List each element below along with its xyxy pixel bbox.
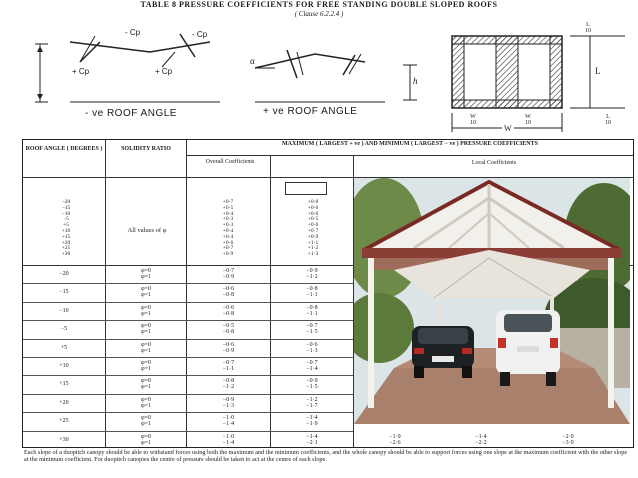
group-local-value: +1·3 — [307, 251, 319, 258]
table-row — [23, 431, 635, 449]
table-row — [23, 283, 353, 302]
row-overall: −1·4 — [222, 439, 235, 446]
row-local: −1·2 — [306, 274, 318, 280]
group-overall-value: +0·4 — [222, 233, 234, 240]
row-overall: −0·8 — [222, 292, 235, 299]
row-solidity: φ=0 — [141, 396, 151, 403]
table-row — [23, 265, 353, 284]
group-angle-value: −10 — [61, 210, 71, 217]
row-overall: −1·4 — [222, 421, 235, 428]
row-angle: +15 — [59, 381, 69, 388]
row-solidity: φ=1 — [141, 347, 151, 354]
fraction-denominator: 10 — [585, 28, 591, 34]
group-angle-value: −5 — [63, 216, 69, 223]
row-local: −0·9 — [306, 378, 318, 385]
fraction-numerator: W — [525, 114, 531, 120]
row-angle: +10 — [59, 363, 69, 369]
row-angle: +30 — [59, 436, 69, 443]
row-solidity: φ=0 — [141, 341, 151, 348]
group-overall-value: +0·5 — [222, 204, 234, 211]
alpha-symbol: α — [250, 56, 255, 66]
row-overall: −0·8 — [222, 329, 235, 336]
group-local-value: +0·6 — [307, 204, 319, 211]
row-local: −2·1 — [306, 439, 318, 446]
row-local: −0·7 — [306, 360, 318, 366]
length-symbol: L — [595, 66, 601, 76]
grid-line — [186, 155, 633, 156]
group-overall-value: +0·7 — [222, 199, 234, 205]
fraction-bottom — [605, 114, 611, 126]
row-local-extra: −1·4 — [475, 433, 487, 440]
group-overall-value: +0·4 — [222, 227, 234, 234]
row-overall: −0·9 — [222, 347, 235, 354]
group-local-value: +0·8 — [307, 199, 319, 205]
row-overall: −0·5 — [222, 323, 235, 330]
group-overall-value: +0·3 — [222, 222, 234, 229]
table-rows — [23, 265, 574, 449]
negative-roof-diagram — [30, 22, 240, 117]
header-local-coefficients: Local Coefficients — [471, 160, 517, 166]
row-overall: −0·7 — [222, 360, 235, 366]
row-solidity: φ=0 — [141, 433, 151, 440]
header-roof-angle: ROOF ANGLE ( DEGREES ) — [25, 146, 103, 152]
row-local: −0·8 — [306, 304, 318, 311]
group-overall-value: +0·7 — [222, 245, 234, 252]
row-local-extra: −1·9 — [389, 433, 401, 440]
group-angles — [51, 200, 81, 258]
group-local-value: +1·2 — [307, 245, 319, 252]
group-angle-value: +25 — [61, 245, 71, 252]
row-local: −1·5 — [306, 384, 318, 391]
row-angle: −5 — [60, 326, 68, 333]
height-symbol: h — [413, 76, 418, 86]
row-solidity: φ=1 — [141, 384, 151, 391]
row-local-extra: −2·6 — [389, 439, 401, 446]
cp-label: - Cp — [192, 30, 208, 39]
row-solidity: φ=1 — [141, 421, 151, 428]
group-local-value: +0·9 — [307, 233, 319, 240]
row-overall: −0·9 — [222, 396, 235, 403]
table-row — [23, 302, 353, 321]
row-local-extra: −2·2 — [475, 439, 487, 446]
row-angle: −20 — [59, 271, 69, 277]
group-angle-value: −15 — [61, 204, 71, 211]
header-max-min: MAXIMUM ( LARGEST + ve ) AND MINIMUM ( LARGEST − ve ) PRESSURE COEFFICIENTS — [282, 141, 538, 147]
table-row — [23, 320, 353, 339]
row-overall: −0·8 — [222, 310, 235, 317]
row-solidity: φ=1 — [141, 439, 151, 446]
row-angle: +25 — [59, 418, 69, 425]
group-overall-value: +0·9 — [222, 251, 234, 258]
row-overall: −0·9 — [222, 274, 235, 280]
row-solidity: φ=1 — [141, 274, 151, 280]
row-overall: −0·6 — [222, 304, 235, 311]
positive-roof-diagram — [245, 40, 435, 120]
row-solidity: φ=1 — [141, 402, 151, 409]
group-overall — [213, 200, 243, 258]
group-local-value: +0·6 — [307, 222, 319, 229]
group-overall-value: +0·3 — [222, 216, 234, 223]
group-local-value: +0·7 — [307, 227, 319, 234]
fraction-numerator: L — [586, 22, 590, 28]
header-solidity-ratio: SOLIDITY RATIO — [121, 146, 171, 152]
row-overall: −0·6 — [222, 286, 235, 293]
width-fraction-right — [525, 114, 531, 126]
row-local: −1·2 — [306, 396, 318, 403]
table-footnote: Each slope of a duopitch canopy should be able to withstand forces using both the maximum and the minimum coefficients, and the whole canopy should be able to support forces using one slope at the maximum coefficient with the other slope at the minimum coefficient. For duopitch canopies the centre of pressure should be taken to act at the centre of each slope. — [24, 449, 628, 463]
table-row — [23, 394, 353, 413]
fraction-numerator: L — [606, 114, 610, 120]
row-angle: +5 — [60, 344, 68, 351]
table-row — [23, 375, 353, 394]
row-solidity: φ=1 — [141, 329, 151, 336]
row-local: −1·7 — [306, 402, 318, 409]
group-angle-value: +15 — [61, 233, 71, 240]
fraction-denominator: 10 — [605, 120, 611, 126]
row-local: −0·9 — [306, 268, 318, 274]
fraction-denominator: 10 — [525, 120, 531, 126]
row-local: −1·1 — [306, 310, 318, 317]
row-solidity: φ=0 — [141, 415, 151, 422]
row-local-extra: −3·0 — [562, 439, 574, 446]
row-overall: −1·0 — [222, 433, 235, 440]
fraction-denominator: 10 — [470, 120, 476, 126]
group-overall-value: +0·4 — [222, 210, 234, 217]
group-angle-value: +10 — [61, 227, 71, 234]
header-overall-coefficients: Overall Coefficients — [205, 159, 255, 165]
row-local: −1·1 — [306, 292, 318, 299]
cp-label: - Cp — [125, 28, 141, 37]
page-title: TABLE 8 PRESSURE COEFFICIENTS FOR FREE STANDING DOUBLE SLOPED ROOFS — [140, 0, 498, 9]
group-local-value: +0·5 — [307, 216, 319, 223]
canopy-plan-diagram — [440, 18, 635, 138]
local-diagram-box — [285, 182, 327, 195]
fraction-numerator: W — [470, 114, 476, 120]
group-local-value: +1·1 — [307, 239, 319, 246]
row-solidity: φ=0 — [141, 323, 151, 330]
row-solidity: φ=1 — [141, 366, 151, 372]
row-overall: −0·8 — [222, 378, 235, 385]
width-fraction-left — [470, 114, 476, 126]
row-local: −1·4 — [306, 415, 318, 422]
table-row — [23, 357, 353, 376]
positive-roof-angle-label: + ve ROOF ANGLE — [263, 106, 358, 117]
row-solidity: φ=0 — [141, 268, 151, 274]
row-solidity: φ=0 — [141, 304, 151, 311]
row-overall: −0·7 — [222, 268, 235, 274]
row-angle: −10 — [59, 307, 69, 314]
cp-label: + Cp — [72, 67, 90, 76]
row-local: −1·9 — [306, 421, 318, 428]
cp-label: + Cp — [155, 67, 173, 76]
group-solidity: All values of φ — [127, 227, 167, 234]
row-solidity: φ=1 — [141, 310, 151, 317]
group-angle-value: +30 — [61, 251, 71, 258]
group-angle-value: +5 — [63, 222, 69, 229]
row-local: −0·8 — [306, 286, 318, 293]
row-overall: −0·6 — [222, 341, 235, 348]
row-solidity: φ=1 — [141, 292, 151, 299]
row-solidity: φ=0 — [141, 286, 151, 293]
row-angle: −15 — [59, 289, 69, 296]
row-local: −1·4 — [306, 433, 318, 440]
row-angle: +20 — [59, 399, 69, 406]
row-solidity: φ=0 — [141, 378, 151, 385]
fraction-top — [585, 22, 591, 34]
group-local — [298, 200, 328, 258]
carport-photo — [354, 178, 630, 424]
row-overall: −1·2 — [222, 384, 235, 391]
row-overall: −1·0 — [222, 415, 235, 422]
row-local: −1·4 — [306, 366, 318, 372]
row-local: −0·7 — [306, 323, 318, 330]
row-local: −1·3 — [306, 347, 318, 354]
row-solidity: φ=0 — [141, 360, 151, 366]
group-overall-value: +0·6 — [222, 239, 234, 246]
table-row — [23, 339, 353, 358]
clause-reference: ( Clause 6.2.2.4 ) — [294, 10, 344, 18]
row-local: −0·6 — [306, 341, 318, 348]
width-symbol: W — [504, 124, 512, 133]
group-angle-value: +20 — [61, 239, 71, 246]
row-overall: −1·3 — [222, 402, 235, 409]
negative-roof-angle-label: - ve ROOF ANGLE — [85, 108, 177, 119]
carport-illustration — [354, 178, 630, 424]
row-overall: −1·1 — [222, 366, 235, 372]
row-local-extra: −2·0 — [562, 433, 574, 440]
group-local-value: +0·6 — [307, 210, 319, 217]
row-local: −1·5 — [306, 329, 318, 336]
table-row — [23, 412, 353, 431]
group-angle-value: −20 — [61, 199, 71, 205]
